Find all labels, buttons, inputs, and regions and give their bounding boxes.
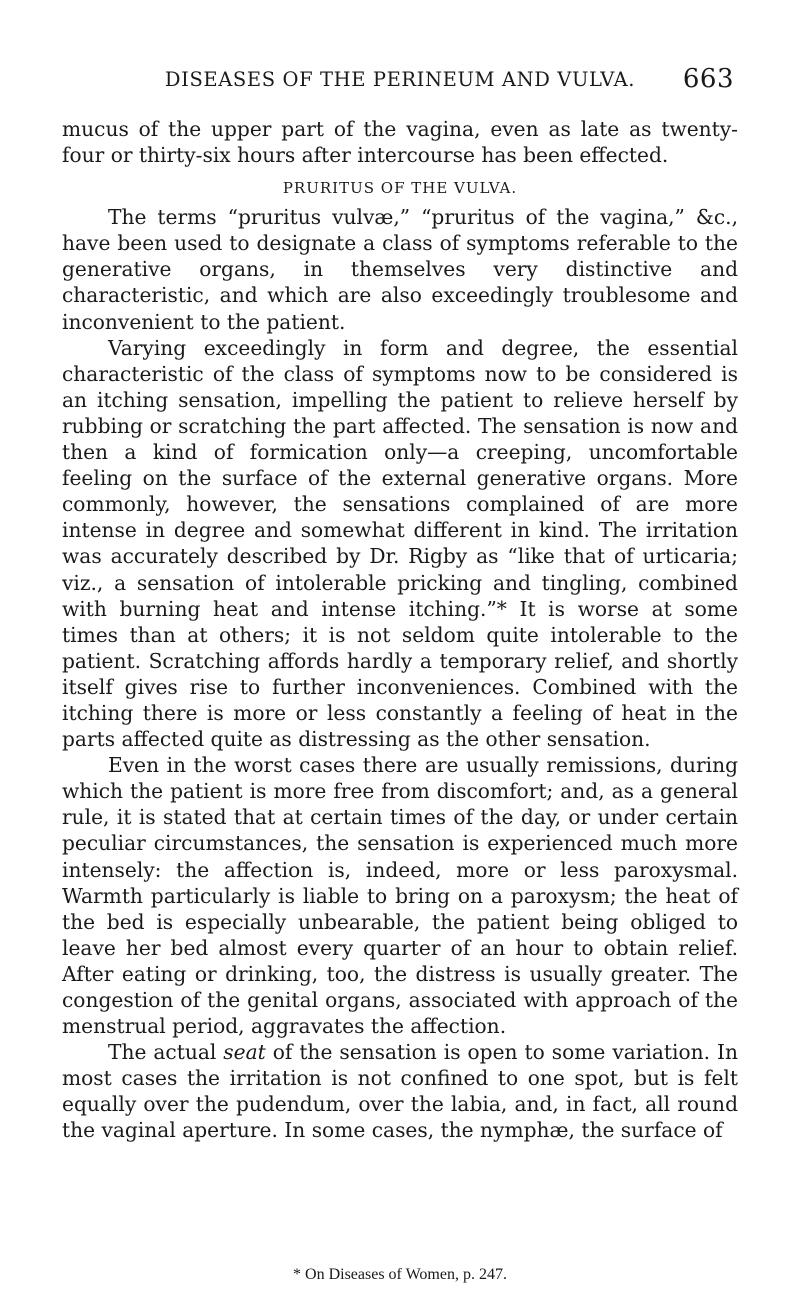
body-text bbox=[62, 116, 738, 1144]
running-head-title: DISEASES OF THE PERINEUM AND VULVA. bbox=[164, 68, 636, 91]
seat-text-before: The actual bbox=[108, 1040, 224, 1065]
section-heading: PRURITUS OF THE VULVA. bbox=[282, 179, 518, 198]
paragraph-seat bbox=[62, 1039, 738, 1143]
paragraph-continued: mucus of the upper part of the vagina, even as late as twenty-four or thirty-six hours after intercourse has been effected. bbox=[62, 117, 738, 168]
page-number: 663 bbox=[682, 64, 734, 94]
seat-text-after: of the sensation is open to some variation. In most cases the irritation is not confined to one spot, but is felt equally over the pudendum, over the labia, and, in fact, all round the vaginal aperture. In some cases, the nymphæ, the surface of bbox=[62, 1040, 738, 1143]
paragraph-remissions: Even in the worst cases there are usually remissions, during which the patient is more free from discomfort; and, as a general rule, it is stated that at certain times of the day, or under certain peculiar circumstances, the sensation is experienced much more intensely: the affection is, indeed, more or less paroxysmal. Warmth particularly is liable to bring on a paroxysm; the heat of the bed is especially unbearable, the patient being obliged to leave her bed almost every quarter of an hour to obtain relief. After eating or drinking, too, the distress is usually greater. The congestion of the genital organs, associated with approach of the menstrual period, aggravates the affection. bbox=[62, 753, 738, 1039]
paragraph-terms: The terms “pruritus vulvæ,” “pruritus of the vagina,” &c., have been used to designate a class of symptoms referable to the generative organs, in themselves very distinctive and characteristic, and which are also exceedingly troublesome and inconvenient to the patient. bbox=[62, 205, 738, 334]
running-head bbox=[62, 64, 738, 94]
paragraph-varying: Varying exceedingly in form and degree, the essential characteristic of the class of symptoms now to be considered is an itching sensation, impelling the patient to relieve herself by rubbing or scratching the part affected. The sensation is now and then a kind of formication only—a creeping, uncomfortable feeling on the surface of the external generative organs. More commonly, however, the sensations complained of are more intense in degree and somewhat different in kind. The irritation was accurately described by Dr. Rigby as “like that of urticaria; viz., a sensation of intolerable pricking and tingling, combined with burning heat and intense itching.”* It is worse at some times than at others; it is not seldom quite intolerable to the patient. Scratching affords hardly a temporary relief, and shortly itself gives rise to further inconveniences. Combined with the itching there is more or less constantly a feeling of heat in the parts affected quite as distressing as the other sensation. bbox=[62, 335, 738, 752]
seat-italic-word: seat bbox=[223, 1040, 266, 1065]
footnote: * On Diseases of Women, p. 247. bbox=[293, 1266, 507, 1283]
